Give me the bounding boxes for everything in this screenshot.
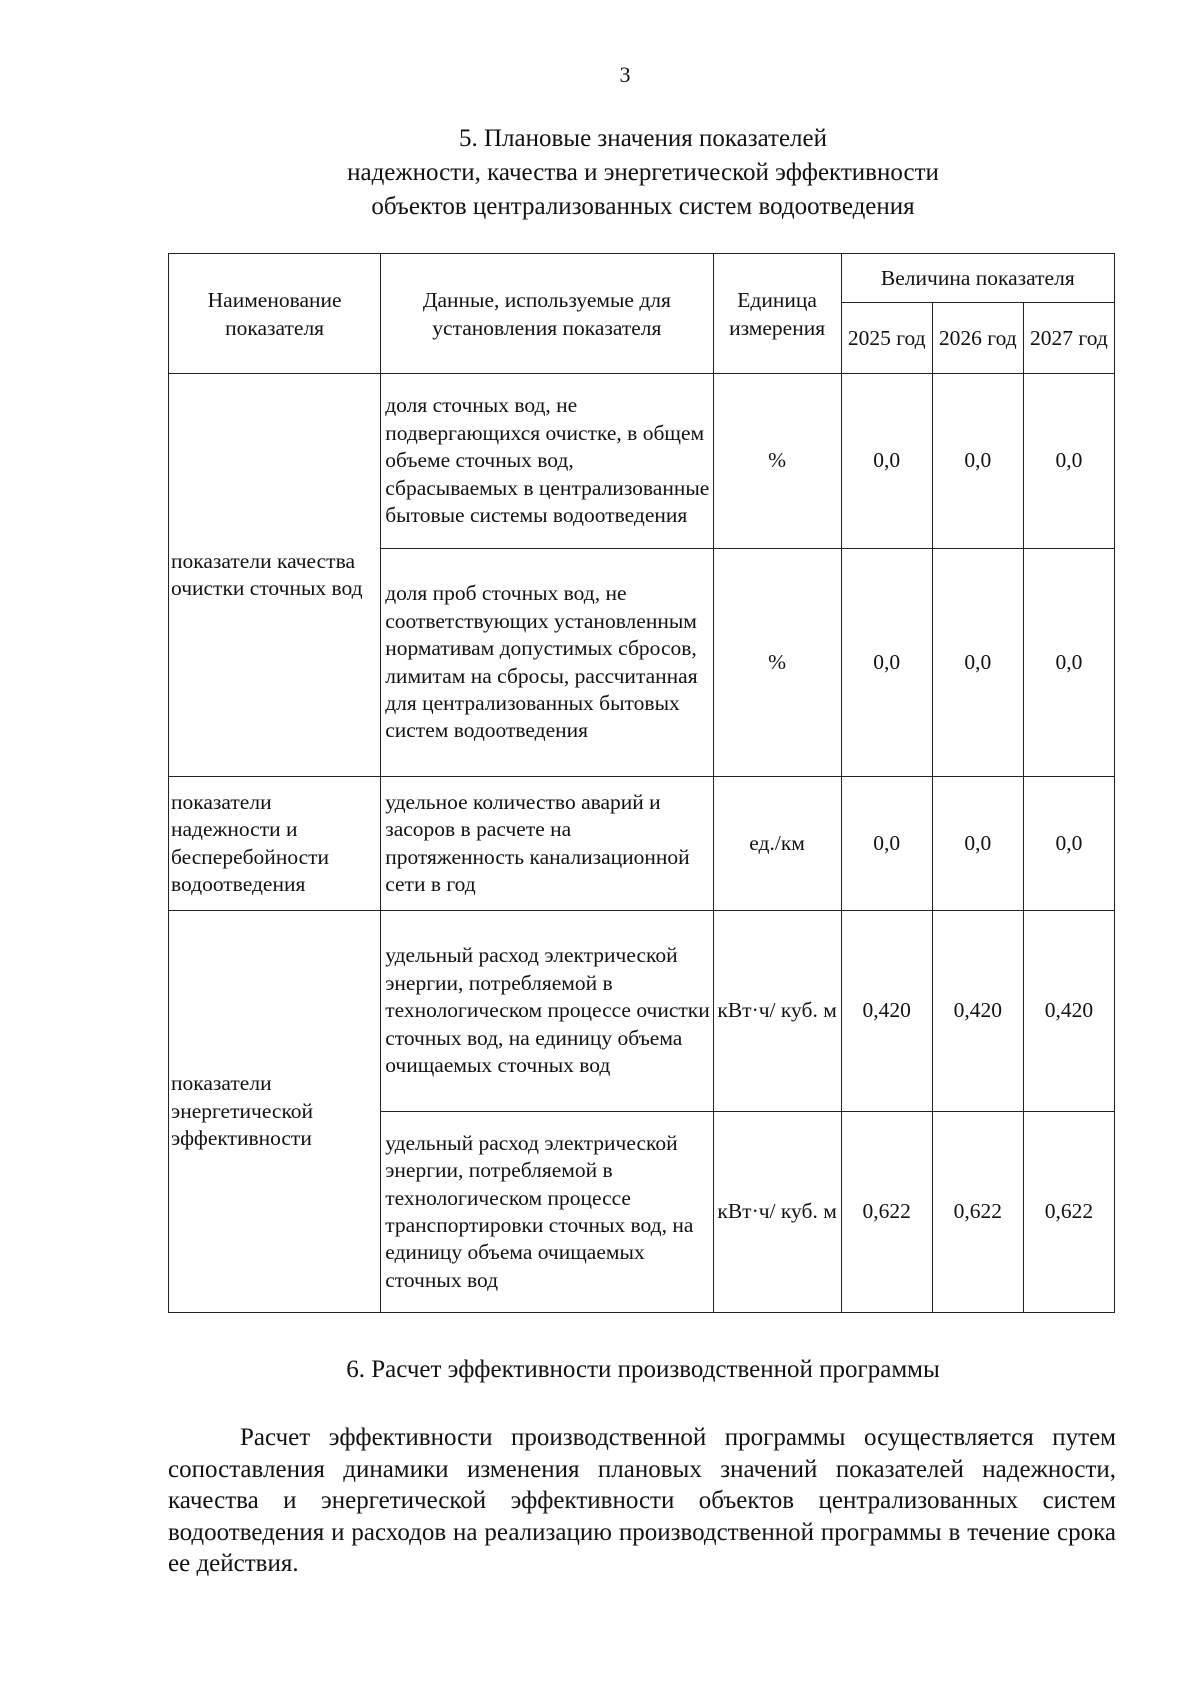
indicator-unit: кВт·ч/ куб. м [713,1112,841,1313]
indicator-value-2027: 0,0 [1023,374,1114,549]
section-5-title-line: надежности, качества и энергетической эффективности [347,159,939,186]
section-6-title-line: 6. Расчет эффективности производственной программы [346,1356,940,1383]
table-header-row [169,254,1115,303]
section-5-title-line: объектов централизованных систем водоотведения [371,193,915,220]
header-source-data: Данные, используемые для установления показателя [381,254,713,374]
indicator-value-2027: 0,0 [1023,549,1114,777]
indicator-value-2027: 0,622 [1023,1112,1114,1313]
header-year: 2027 год [1023,303,1114,374]
table-row [169,911,1115,1112]
indicator-unit: ед./км [713,777,841,911]
header-year: 2026 год [932,303,1023,374]
indicators-table [168,253,1115,1313]
indicator-value-2026: 0,0 [932,777,1023,911]
indicator-value-2026: 0,420 [932,911,1023,1112]
indicator-value-2025: 0,0 [841,374,932,549]
indicator-value-2025: 0,0 [841,777,932,911]
header-year: 2025 год [841,303,932,374]
indicator-value-2026: 0,0 [932,549,1023,777]
section-6-paragraph: Расчет эффективности производственной программы осуществляется путем сопоставления динамики изменения плановых значений показателей надежности, качества и энергетической эффективности объектов централизованных систем водоотведения и расходов на реализацию производственной программы в течение срока ее действия. [168,1424,1116,1577]
indicator-value-2025: 0,0 [841,549,932,777]
header-value-group: Величина показателя [841,254,1114,303]
indicator-value-2025: 0,622 [841,1112,932,1313]
indicator-description: доля сточных вод, не подвергающихся очистке, в общем объеме сточных вод, сбрасываемых в централизованные бытовые системы водоотведения [381,374,713,549]
indicator-group-name: показатели качества очистки сточных вод [169,374,381,777]
indicator-value-2027: 0,420 [1023,911,1114,1112]
indicator-value-2025: 0,420 [841,911,932,1112]
section-5-title-line: 5. Плановые значения показателей [458,125,828,152]
page-number: 3 [619,62,631,87]
indicator-group-name: показатели энергетической эффективности [169,911,381,1313]
header-unit: Единица измерения [713,254,841,374]
section-5-title [168,122,1118,224]
indicator-description: удельный расход электрической энергии, потребляемой в технологическом процессе очистки сточных вод, на единицу объема очищаемых сточных вод [381,911,713,1112]
indicator-unit: % [713,374,841,549]
header-indicator-name: Наименование показателя [169,254,381,374]
indicator-unit: кВт·ч/ куб. м [713,911,841,1112]
table-row [169,777,1115,911]
indicator-value-2026: 0,0 [932,374,1023,549]
indicator-group-name: показатели надежности и бесперебойности водоотведения [169,777,381,911]
section-6-title [168,1353,1118,1387]
indicator-description: доля проб сточных вод, не соответствующих установленным нормативам допустимых сбросов, лимитам на сбросы, рассчитанная для централизованных бытовых систем водоотведения [381,549,713,777]
table-row [169,374,1115,549]
indicator-value-2026: 0,622 [932,1112,1023,1313]
indicator-value-2027: 0,0 [1023,777,1114,911]
indicator-description: удельное количество аварий и засоров в расчете на протяженность канализационной сети в год [381,777,713,911]
indicator-unit: % [713,549,841,777]
indicator-description: удельный расход электрической энергии, потребляемой в технологическом процессе транспортировки сточных вод, на единицу объема очищаемых сточных вод [381,1112,713,1313]
